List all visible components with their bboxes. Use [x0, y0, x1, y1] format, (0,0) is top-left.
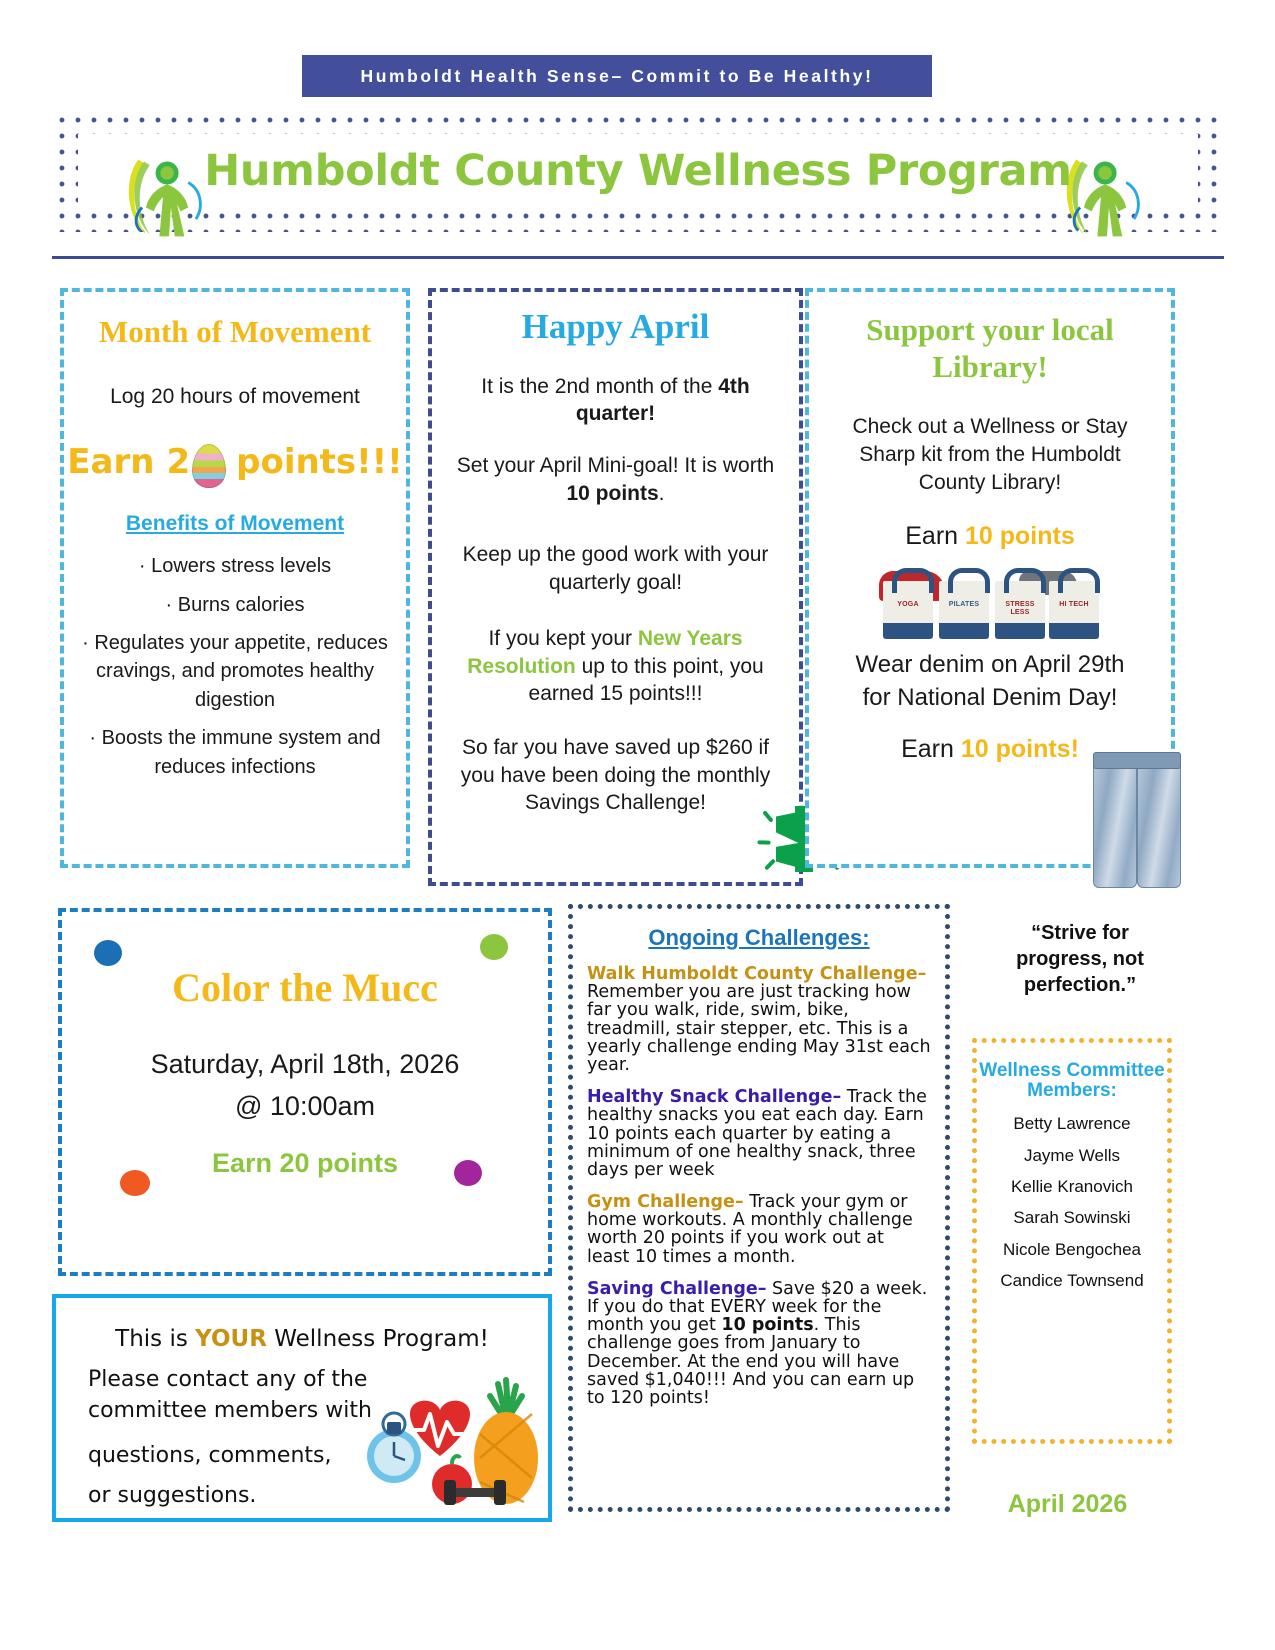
your-program-line-2: Please contact any of the committee members with: [88, 1367, 372, 1424]
list-item: Candice Townsend: [1000, 1270, 1144, 1290]
list-item: · Boosts the immune system and reduces infections: [89, 727, 381, 778]
april-paragraph-4: [432, 625, 799, 708]
bag-label: YOGA: [897, 601, 919, 609]
paint-splat-blue-icon: [94, 940, 122, 966]
april-p1-bold: 4th quarter!: [575, 374, 750, 426]
list-item: · Burns calories: [165, 593, 305, 616]
committee-heading: Wellness Committee Members:: [979, 1060, 1165, 1102]
blue-jeans-image: [1090, 752, 1186, 886]
april-heading: Happy April: [521, 307, 710, 346]
header-divider: [52, 256, 1224, 259]
april-p1-text: It is the 2nd month of the: [481, 374, 719, 398]
movement-heading: Month of Movement: [98, 314, 372, 349]
masthead-inner: [78, 134, 1198, 208]
april-paragraph-3: Keep up the good work with your quarterly goal!: [462, 543, 769, 595]
paint-splat-green-icon: [480, 934, 508, 960]
list-item: Sarah Sowinski: [1013, 1208, 1131, 1228]
challenge-item: [587, 1193, 931, 1266]
challenge-text-c: . This challenge goes from January to December. At the end you will have saved $1,040!!! And you can earn up to 120 points!: [587, 1315, 915, 1408]
challenge-label: Walk Humboldt County Challenge–: [587, 964, 927, 984]
challenge-label: Gym Challenge–: [587, 1192, 744, 1213]
list-item: · Regulates your appetite, reduces cravings, and promotes healthy digestion: [82, 632, 388, 711]
earn-points-value: 10 points: [965, 522, 1075, 551]
month-of-movement-card: [60, 288, 410, 868]
paint-splat-orange-icon: [120, 1170, 150, 1196]
mucc-time: @ 10:00am: [235, 1090, 375, 1121]
challenge-text-a: Save $20 a week. If you do that EVERY week for the month you get: [587, 1278, 928, 1336]
wellness-committee-card: [972, 1038, 1172, 1444]
earn-prefix: Earn: [67, 442, 155, 483]
fitness-fruit-collage-image: [348, 1352, 548, 1510]
april-p2-end: .: [658, 481, 665, 505]
challenge-item: [587, 965, 931, 1074]
challenge-label: Saving Challenge–: [587, 1278, 767, 1299]
challenge-item: [587, 1280, 931, 1407]
page-title: Humboldt County Wellness Program: [204, 146, 1072, 196]
your-program-line-3: questions, comments,: [88, 1443, 332, 1469]
april-paragraph-1: [432, 373, 799, 428]
bag-label: STRESS LESS: [1005, 601, 1035, 616]
april-p4-text: If you kept your: [488, 626, 638, 650]
challenge-text: Remember you are just tracking how far you walk, ride, swim, bike, treadmill, stair stepper, etc. This is a yearly challenge ending May 31st each year.: [587, 982, 931, 1075]
easter-egg-icon: [192, 444, 226, 488]
masthead: [52, 110, 1224, 232]
mucc-heading: Color the Mucc: [172, 965, 438, 1010]
paint-splat-purple-icon: [454, 1160, 482, 1186]
mucc-points: Earn 20 points: [211, 1148, 399, 1179]
library-kit-bags-image: [877, 563, 1103, 639]
list-item: Kellie Kranovich: [1011, 1176, 1133, 1196]
footer-date: April 2026: [1007, 1490, 1128, 1518]
bag-label: PILATES: [948, 601, 980, 609]
movement-earn-line: [64, 440, 406, 484]
bag-label: HI TECH: [1059, 601, 1089, 609]
list-item: Betty Lawrence: [1013, 1114, 1131, 1134]
earn-prefix: Earn: [901, 734, 961, 763]
challenge-label: Healthy Snack Challenge–: [587, 1087, 842, 1108]
earn-points-value: 10 points!: [960, 734, 1079, 763]
challenge-item: [587, 1088, 931, 1179]
your-program-line-1: [56, 1326, 548, 1352]
april-paragraph-5: So far you have saved up $260 if you have been doing the monthly Savings Challenge!: [460, 735, 771, 815]
library-body: Check out a Wellness or Stay Sharp kit from the Humboldt County Library!: [852, 415, 1128, 494]
benefits-list: [64, 552, 406, 781]
inspirational-quote: “Strive for progress, not perfection.”: [1016, 922, 1144, 996]
benefits-heading: Benefits of Movement: [125, 512, 345, 536]
your-line1-a: This is: [115, 1326, 196, 1352]
earn-suffix: points!!!: [236, 442, 403, 483]
movement-log-line: Log 20 hours of movement: [110, 384, 360, 408]
list-item: Jayme Wells: [1023, 1145, 1121, 1165]
denim-day-text: Wear denim on April 29th for National Denim Day!: [855, 651, 1125, 711]
april-paragraph-2: [432, 452, 799, 507]
library-heading: Support your local Library!: [866, 312, 1114, 384]
april-p4-highlight: New Years Resolution: [467, 626, 743, 678]
color-the-mucc-card: [58, 908, 552, 1276]
ongoing-challenges-card: [568, 904, 950, 1512]
challenge-text-bold: 10 points: [721, 1315, 814, 1336]
tagline-text: Humboldt Health Sense– Commit to Be Healthy!: [360, 65, 874, 86]
challenge-text: Track the healthy snacks you eat each day. Earn 10 points each quarter by eating a minimum of one healthy snack, three days per week: [587, 1087, 927, 1180]
your-line1-c: Wellness Program!: [266, 1326, 489, 1352]
tagline-banner: [302, 55, 932, 97]
your-line1-highlight: YOUR: [195, 1326, 267, 1352]
earn-digit: 2: [166, 442, 191, 483]
library-earn-line-1: [809, 520, 1171, 553]
earn-prefix: Earn: [905, 522, 965, 551]
april-p4-end: up to this point, you earned 15 points!!!: [528, 654, 764, 706]
happy-april-card: [428, 288, 803, 886]
list-item: Nicole Bengochea: [1003, 1239, 1141, 1259]
april-p2-bold: 10 points: [566, 481, 659, 505]
your-program-line-4: or suggestions.: [88, 1482, 257, 1508]
challenge-text: Track your gym or home workouts. A monthly challenge worth 20 points if you work out at least 10 times a month.: [587, 1192, 913, 1267]
mucc-date: Saturday, April 18th, 2026: [150, 1049, 460, 1080]
challenges-heading: Ongoing Challenges:: [648, 925, 870, 950]
list-item: · Lowers stress levels: [138, 555, 332, 578]
april-p2-text: Set your April Mini-goal! It is worth: [456, 453, 775, 477]
